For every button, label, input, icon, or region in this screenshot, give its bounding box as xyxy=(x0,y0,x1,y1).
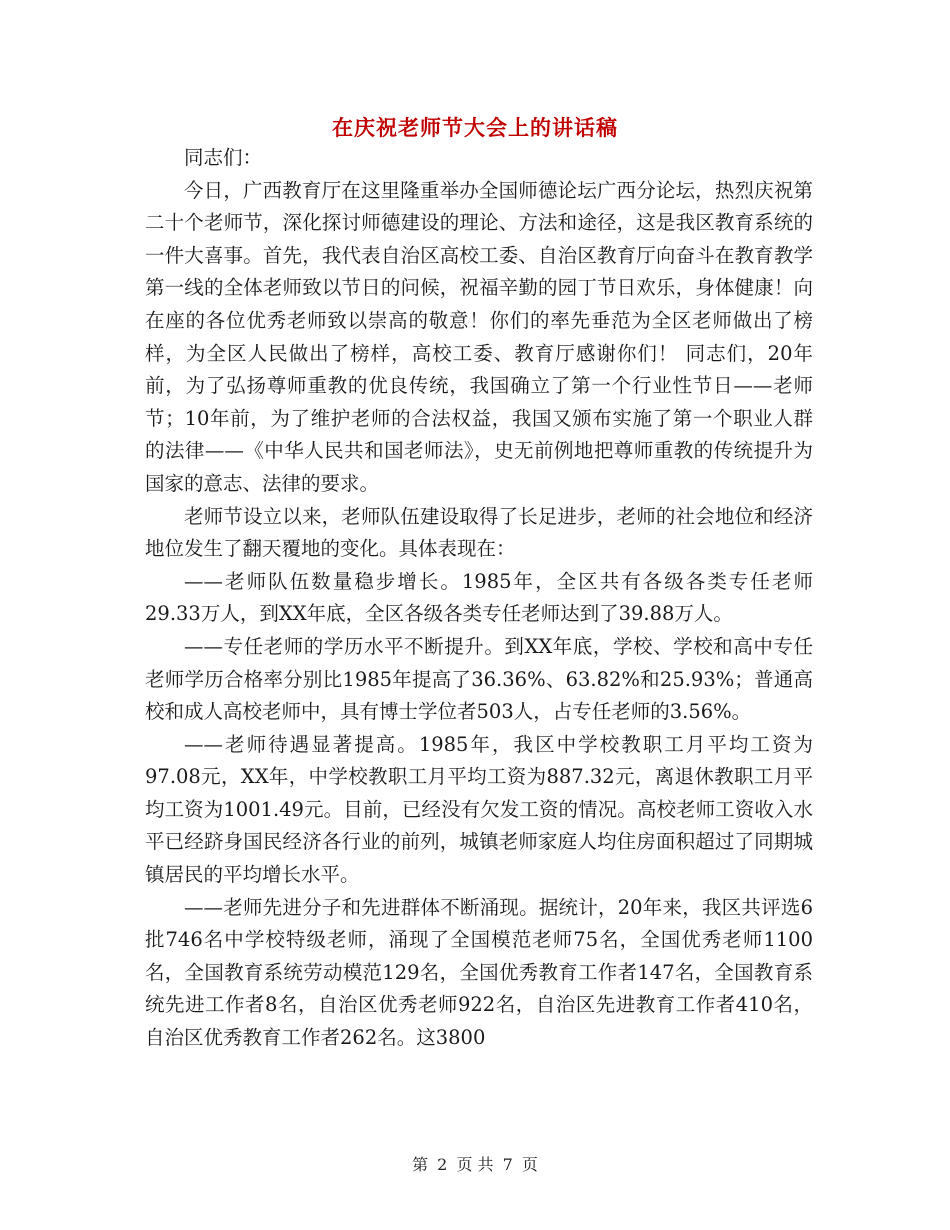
document-body xyxy=(145,142,813,1055)
paragraph-teacher-count: ——老师队伍数量稳步增长。1985年，全区共有各级各类专任老师29.33万人，到XX年底，全区各级各类专任老师达到了39.88万人。 xyxy=(145,569,813,626)
paragraph-salary: ——老师待遇显著提高。1985年，我区中学校教职工月平均工资为97.08元，XX年，中学校教职工月平均工资为887.32元，离退休教职工月平均工资为1001.49元。目前，已经没有欠发工资的情况。高校老师工资收入水平已经跻身国民经济各行业的前列，城镇老师家庭人均住房面积超过了同期城镇居民的平均增长水平。 xyxy=(145,732,813,887)
document-title: 在庆祝老师节大会上的讲话稿 xyxy=(332,115,618,140)
footer-middle: 页 共 xyxy=(456,1155,494,1174)
footer-prefix: 第 xyxy=(412,1155,429,1174)
salutation: 同志们： xyxy=(184,146,263,169)
page-footer xyxy=(0,1152,950,1175)
page-total: 7 xyxy=(502,1155,513,1174)
paragraph-opening: 今日，广西教育厅在这里隆重举办全国师德论坛广西分论坛，热烈庆祝第二十个老师节，深化探讨师德建设的理论、方法和途径，这是我区教育系统的一件大喜事。首先，我代表自治区高校工委、自治区教育厅向奋斗在教育教学第一线的全体老师致以节日的问候，祝福辛勤的园丁节日欢乐，身体健康！向在座的各位优秀老师致以崇高的敬意！你们的率先垂范为全区老师做出了榜样，为全区人民做出了榜样，高校工委、教育厅感谢你们！ 同志们，20年前，为了弘扬尊师重教的优良传统，我国确立了第一个行业性节日——老师节；10年前，为了维护老师的合法权益，我国又颁布实施了第一个职业人群的法律——《中华人民共和国老师法》，史无前例地把尊师重教的传统提升为国家的意志、法律的要求。 xyxy=(145,178,813,495)
footer-suffix: 页 xyxy=(521,1155,538,1174)
paragraph-qualifications: ——专任老师的学历水平不断提升。到XX年底，学校、学校和高中专任老师学历合格率分别比1985年提高了36.36%、63.82%和25.93%；普通高校和成人高校老师中，具有博士学位者503人，占专任老师的3.56%。 xyxy=(145,634,813,724)
paragraph-achievements-intro: 老师节设立以来，老师队伍建设取得了长足进步，老师的社会地位和经济地位发生了翻天覆地的变化。具体表现在： xyxy=(145,504,813,561)
paragraph-honors: ——老师先进分子和先进群体不断涌现。据统计，20年来，我区共评选6批746名中学校特级老师，涌现了全国模范老师75名，全国优秀老师1100名，全国教育系统劳动模范129名，全国优秀教育工作者147名，全国教育系统先进工作者8名，自治区优秀老师922名，自治区先进教育工作者410名，自治区优秀教育工作者262名。这3800 xyxy=(145,895,813,1050)
page-number: 2 xyxy=(437,1155,448,1174)
